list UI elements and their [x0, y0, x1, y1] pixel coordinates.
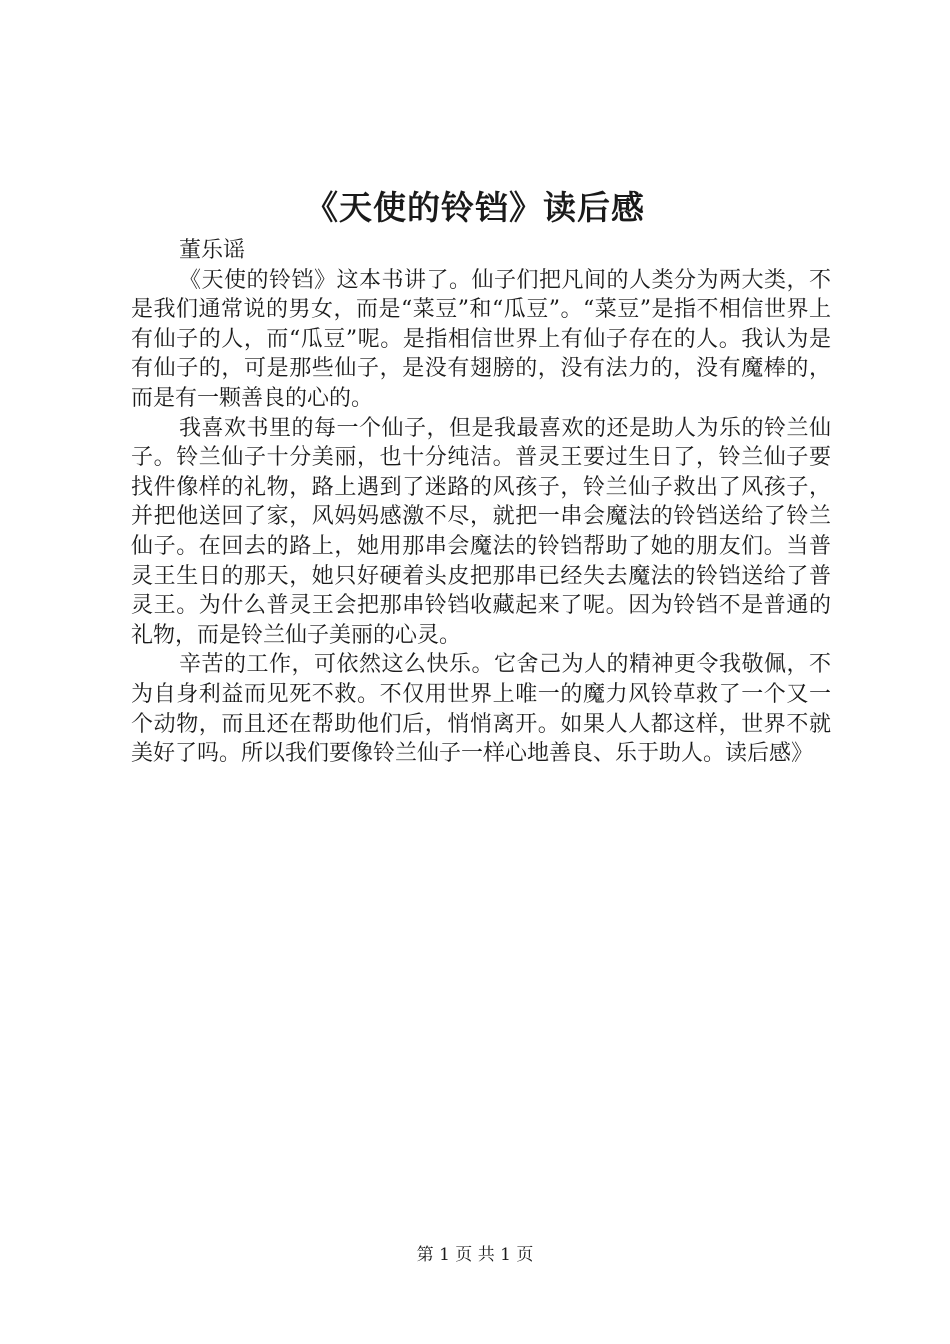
paragraph-3: 辛苦的工作，可依然这么快乐。它舍己为人的精神更令我敬佩，不为自身利益而见死不救。不仅用世界上唯一的魔力风铃草救了一个又一个动物，而且还在帮助他们后，悄悄离开。如果人人都这样，世界不就美好了吗。所以我们要像铃兰仙子一样心地善良、乐于助人。读后感》 [131, 652, 831, 767]
document-title: 《天使的铃铛》读后感 [305, 188, 645, 227]
document-body [131, 236, 831, 769]
page-footer: 第 1 页 共 1 页 [416, 1245, 534, 1265]
paragraph-1: 《天使的铃铛》这本书讲了。仙子们把凡间的人类分为两大类，不是我们通常说的男女，而是“菜豆”和“瓜豆”。“菜豆”是指不相信世界上有仙子的人，而“瓜豆”呢。是指相信世界上有仙子存在的人。我认为是有仙子的，可是那些仙子，是没有翅膀的，没有法力的，没有魔棒的，而是有一颗善良的心的。 [131, 267, 831, 411]
paragraph-2: 我喜欢书里的每一个仙子，但是我最喜欢的还是助人为乐的铃兰仙子。铃兰仙子十分美丽，也十分纯洁。普灵王要过生日了，铃兰仙子要找件像样的礼物，路上遇到了迷路的风孩子，铃兰仙子救出了风孩子，并把他送回了家，风妈妈感激不尽，就把一串会魔法的铃铛送给了铃兰仙子。在回去的路上，她用那串会魔法的铃铛帮助了她的朋友们。当普灵王生日的那天，她只好硬着头皮把那串已经失去魔法的铃铛送给了普灵王。为什么普灵王会把那串铃铛收藏起来了呢。因为铃铛不是普通的礼物，而是铃兰仙子美丽的心灵。 [131, 415, 831, 648]
author-name: 董乐谣 [179, 238, 246, 263]
